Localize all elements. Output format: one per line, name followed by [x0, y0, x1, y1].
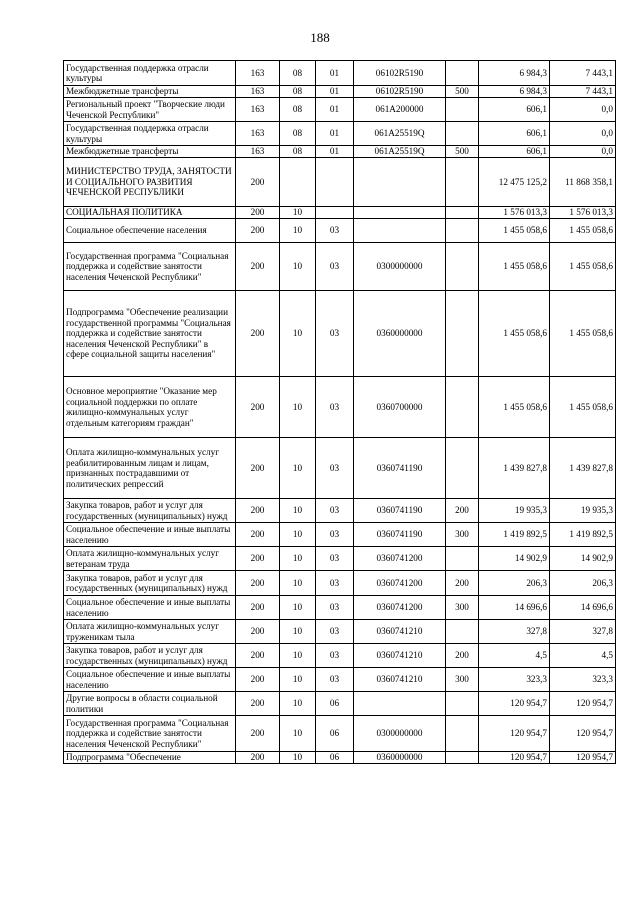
- row-ved-code: 163: [236, 146, 280, 158]
- page-number: 188: [310, 30, 330, 45]
- table-row: [64, 620, 616, 644]
- row-section-code: 10: [280, 716, 316, 752]
- row-expense-type-code: [446, 122, 479, 146]
- row-ved-code: 200: [236, 219, 280, 243]
- table-row: [64, 243, 616, 291]
- table-row: [64, 499, 616, 523]
- row-expense-type-code: [446, 61, 479, 86]
- row-subsection-code: 06: [316, 716, 354, 752]
- row-ved-code: 163: [236, 98, 280, 122]
- row-section-code: 08: [280, 146, 316, 158]
- row-target-article-code: [354, 158, 446, 207]
- row-expense-type-code: [446, 620, 479, 644]
- row-amount-1: 120 954,7: [479, 716, 550, 752]
- row-amount-2: 14 902,9: [550, 547, 616, 571]
- row-expense-type-code: 200: [446, 571, 479, 596]
- row-ved-code: 200: [236, 158, 280, 207]
- row-target-article-code: [354, 219, 446, 243]
- row-name: МИНИСТЕРСТВО ТРУДА, ЗАНЯТОСТИ И СОЦИАЛЬНОГО РАЗВИТИЯ ЧЕЧЕНСКОЙ РЕСПУБЛИКИ: [64, 158, 236, 207]
- table-row: [64, 668, 616, 692]
- row-expense-type-code: [446, 219, 479, 243]
- row-name: Социальное обеспечение и иные выплаты населению: [64, 596, 236, 620]
- table-row: [64, 291, 616, 377]
- row-amount-2: 1 455 058,6: [550, 377, 616, 438]
- row-amount-1: 1 455 058,6: [479, 291, 550, 377]
- row-subsection-code: 03: [316, 499, 354, 523]
- row-ved-code: 200: [236, 291, 280, 377]
- row-amount-2: 1 576 013,3: [550, 207, 616, 219]
- row-name: Оплата жилищно-коммунальных услуг труженикам тыла: [64, 620, 236, 644]
- row-amount-2: 323,3: [550, 668, 616, 692]
- row-name: Региональный проект "Творческие люди Чеченской Республики": [64, 98, 236, 122]
- row-target-article-code: 0360741200: [354, 596, 446, 620]
- row-expense-type-code: 200: [446, 499, 479, 523]
- row-name: Государственная программа "Социальная поддержка и содействие занятости населения Чеченской Республики": [64, 716, 236, 752]
- row-amount-2: 11 868 358,1: [550, 158, 616, 207]
- row-target-article-code: 0300000000: [354, 716, 446, 752]
- row-amount-1: 606,1: [479, 122, 550, 146]
- row-name: Основное мероприятие "Оказание мер социальной поддержки по оплате жилищно-коммунальных услуг отдельным категориям граждан": [64, 377, 236, 438]
- row-subsection-code: 03: [316, 438, 354, 499]
- row-amount-2: 120 954,7: [550, 752, 616, 764]
- row-expense-type-code: 200: [446, 644, 479, 668]
- row-amount-2: 327,8: [550, 620, 616, 644]
- row-name: Социальное обеспечение населения: [64, 219, 236, 243]
- row-target-article-code: 061A25519Q: [354, 122, 446, 146]
- row-amount-1: 6 984,3: [479, 86, 550, 98]
- row-ved-code: 200: [236, 243, 280, 291]
- row-section-code: 10: [280, 596, 316, 620]
- row-ved-code: 200: [236, 644, 280, 668]
- row-subsection-code: [316, 207, 354, 219]
- row-ved-code: 200: [236, 596, 280, 620]
- row-expense-type-code: [446, 438, 479, 499]
- row-subsection-code: 03: [316, 219, 354, 243]
- row-subsection-code: 03: [316, 243, 354, 291]
- row-amount-1: 606,1: [479, 98, 550, 122]
- row-amount-1: 4,5: [479, 644, 550, 668]
- row-ved-code: 200: [236, 377, 280, 438]
- row-section-code: 08: [280, 61, 316, 86]
- row-target-article-code: 0360700000: [354, 377, 446, 438]
- row-amount-1: 120 954,7: [479, 752, 550, 764]
- row-amount-1: 14 696,6: [479, 596, 550, 620]
- row-section-code: 08: [280, 86, 316, 98]
- row-section-code: 10: [280, 219, 316, 243]
- table-row: [64, 122, 616, 146]
- row-ved-code: 200: [236, 692, 280, 716]
- table-row: [64, 86, 616, 98]
- row-amount-1: 14 902,9: [479, 547, 550, 571]
- table-row: [64, 146, 616, 158]
- table-row: [64, 571, 616, 596]
- row-name: Другие вопросы в области социальной политики: [64, 692, 236, 716]
- row-amount-2: 4,5: [550, 644, 616, 668]
- row-target-article-code: 0360741210: [354, 644, 446, 668]
- row-subsection-code: 01: [316, 61, 354, 86]
- row-section-code: 10: [280, 523, 316, 547]
- table-row: [64, 523, 616, 547]
- row-amount-1: 1 419 892,5: [479, 523, 550, 547]
- row-amount-2: 1 419 892,5: [550, 523, 616, 547]
- row-amount-2: 14 696,6: [550, 596, 616, 620]
- row-ved-code: 200: [236, 668, 280, 692]
- row-amount-2: 19 935,3: [550, 499, 616, 523]
- row-name: Закупка товаров, работ и услуг для государственных (муниципальных) нужд: [64, 644, 236, 668]
- row-ved-code: 163: [236, 86, 280, 98]
- table-row: [64, 596, 616, 620]
- row-expense-type-code: [446, 207, 479, 219]
- row-section-code: 08: [280, 122, 316, 146]
- row-name: Государственная поддержка отрасли культуры: [64, 61, 236, 86]
- row-amount-1: 120 954,7: [479, 692, 550, 716]
- row-section-code: 10: [280, 291, 316, 377]
- row-subsection-code: 03: [316, 668, 354, 692]
- row-amount-2: 1 439 827,8: [550, 438, 616, 499]
- row-name: Государственная поддержка отрасли культуры: [64, 122, 236, 146]
- row-amount-1: 206,3: [479, 571, 550, 596]
- row-expense-type-code: [446, 377, 479, 438]
- table-row: [64, 158, 616, 207]
- row-subsection-code: 01: [316, 98, 354, 122]
- row-target-article-code: 0360000000: [354, 752, 446, 764]
- row-amount-2: 120 954,7: [550, 692, 616, 716]
- row-target-article-code: 0360741190: [354, 499, 446, 523]
- row-subsection-code: 06: [316, 752, 354, 764]
- row-name: Межбюджетные трансферты: [64, 146, 236, 158]
- row-ved-code: 200: [236, 716, 280, 752]
- row-expense-type-code: 500: [446, 86, 479, 98]
- row-ved-code: 163: [236, 61, 280, 86]
- row-section-code: 10: [280, 571, 316, 596]
- row-subsection-code: 01: [316, 122, 354, 146]
- row-amount-1: 606,1: [479, 146, 550, 158]
- row-name: Оплата жилищно-коммунальных услуг реабилитированным лицам и лицам, признанных пострадавшими от политических репрессий: [64, 438, 236, 499]
- row-subsection-code: 03: [316, 571, 354, 596]
- row-expense-type-code: [446, 752, 479, 764]
- row-section-code: 10: [280, 752, 316, 764]
- row-section-code: 10: [280, 438, 316, 499]
- row-expense-type-code: 300: [446, 523, 479, 547]
- table-row: [64, 716, 616, 752]
- table-row: [64, 207, 616, 219]
- row-name: Подпрограмма "Обеспечение: [64, 752, 236, 764]
- row-target-article-code: 0360741190: [354, 523, 446, 547]
- row-subsection-code: 03: [316, 620, 354, 644]
- row-target-article-code: 06102R5190: [354, 61, 446, 86]
- row-name: СОЦИАЛЬНАЯ ПОЛИТИКА: [64, 207, 236, 219]
- row-amount-1: 12 475 125,2: [479, 158, 550, 207]
- row-amount-1: 323,3: [479, 668, 550, 692]
- row-ved-code: 200: [236, 620, 280, 644]
- row-name: Закупка товаров, работ и услуг для государственных (муниципальных) нужд: [64, 571, 236, 596]
- row-target-article-code: 0360000000: [354, 291, 446, 377]
- row-amount-2: 206,3: [550, 571, 616, 596]
- row-ved-code: 200: [236, 547, 280, 571]
- table-row: [64, 98, 616, 122]
- table-row: [64, 644, 616, 668]
- row-subsection-code: 06: [316, 692, 354, 716]
- row-ved-code: 200: [236, 523, 280, 547]
- table-row: [64, 61, 616, 86]
- row-expense-type-code: [446, 716, 479, 752]
- row-name: Межбюджетные трансферты: [64, 86, 236, 98]
- row-expense-type-code: [446, 98, 479, 122]
- row-name: Государственная программа "Социальная поддержка и содействие занятости населения Чеченской Республики": [64, 243, 236, 291]
- row-ved-code: 200: [236, 571, 280, 596]
- row-target-article-code: 0360741200: [354, 547, 446, 571]
- row-amount-2: 1 455 058,6: [550, 219, 616, 243]
- row-amount-1: 6 984,3: [479, 61, 550, 86]
- row-name: Социальное обеспечение и иные выплаты населению: [64, 523, 236, 547]
- row-amount-1: 1 455 058,6: [479, 219, 550, 243]
- row-expense-type-code: 300: [446, 668, 479, 692]
- row-section-code: 10: [280, 620, 316, 644]
- table-row: [64, 219, 616, 243]
- row-target-article-code: 0360741210: [354, 620, 446, 644]
- row-section-code: 10: [280, 499, 316, 523]
- row-ved-code: 163: [236, 122, 280, 146]
- row-expense-type-code: [446, 158, 479, 207]
- row-subsection-code: 03: [316, 547, 354, 571]
- row-ved-code: 200: [236, 499, 280, 523]
- row-amount-2: 7 443,1: [550, 86, 616, 98]
- row-amount-1: 1 455 058,6: [479, 243, 550, 291]
- row-ved-code: 200: [236, 752, 280, 764]
- row-amount-2: 0,0: [550, 122, 616, 146]
- table-row: [64, 692, 616, 716]
- row-target-article-code: 0300000000: [354, 243, 446, 291]
- row-subsection-code: 03: [316, 644, 354, 668]
- row-target-article-code: 0360741190: [354, 438, 446, 499]
- row-section-code: 10: [280, 644, 316, 668]
- row-amount-2: 120 954,7: [550, 716, 616, 752]
- row-ved-code: 200: [236, 207, 280, 219]
- row-target-article-code: 061A200000: [354, 98, 446, 122]
- row-name: Оплата жилищно-коммунальных услуг ветеранам труда: [64, 547, 236, 571]
- row-expense-type-code: [446, 243, 479, 291]
- row-expense-type-code: [446, 291, 479, 377]
- row-expense-type-code: 500: [446, 146, 479, 158]
- row-section-code: 10: [280, 668, 316, 692]
- row-section-code: 10: [280, 207, 316, 219]
- row-amount-2: 0,0: [550, 98, 616, 122]
- row-name: Социальное обеспечение и иные выплаты населению: [64, 668, 236, 692]
- row-subsection-code: 01: [316, 146, 354, 158]
- row-amount-2: 7 443,1: [550, 61, 616, 86]
- row-amount-1: 327,8: [479, 620, 550, 644]
- row-subsection-code: 01: [316, 86, 354, 98]
- row-subsection-code: 03: [316, 523, 354, 547]
- row-expense-type-code: [446, 547, 479, 571]
- table-row: [64, 438, 616, 499]
- row-section-code: 10: [280, 547, 316, 571]
- row-amount-1: 19 935,3: [479, 499, 550, 523]
- row-subsection-code: [316, 158, 354, 207]
- row-target-article-code: 0360741210: [354, 668, 446, 692]
- row-section-code: 10: [280, 243, 316, 291]
- row-target-article-code: 061A25519Q: [354, 146, 446, 158]
- table-row: [64, 547, 616, 571]
- row-section-code: [280, 158, 316, 207]
- row-amount-2: 1 455 058,6: [550, 243, 616, 291]
- budget-table: [63, 60, 616, 764]
- row-target-article-code: 0360741200: [354, 571, 446, 596]
- table-row: [64, 752, 616, 764]
- row-amount-1: 1 439 827,8: [479, 438, 550, 499]
- row-subsection-code: 03: [316, 377, 354, 438]
- row-subsection-code: 03: [316, 596, 354, 620]
- row-expense-type-code: 300: [446, 596, 479, 620]
- row-section-code: 10: [280, 692, 316, 716]
- table-row: [64, 377, 616, 438]
- row-target-article-code: [354, 692, 446, 716]
- row-section-code: 08: [280, 98, 316, 122]
- row-subsection-code: 03: [316, 291, 354, 377]
- row-name: Подпрограмма "Обеспечение реализации государственной программы "Социальная поддержка и содействие занятости населения Чеченской Республики" в сфере социальной защиты населения": [64, 291, 236, 377]
- row-amount-2: 0,0: [550, 146, 616, 158]
- row-expense-type-code: [446, 692, 479, 716]
- row-ved-code: 200: [236, 438, 280, 499]
- row-amount-2: 1 455 058,6: [550, 291, 616, 377]
- row-target-article-code: [354, 207, 446, 219]
- row-amount-1: 1 576 013,3: [479, 207, 550, 219]
- row-name: Закупка товаров, работ и услуг для государственных (муниципальных) нужд: [64, 499, 236, 523]
- row-amount-1: 1 455 058,6: [479, 377, 550, 438]
- row-section-code: 10: [280, 377, 316, 438]
- row-target-article-code: 06102R5190: [354, 86, 446, 98]
